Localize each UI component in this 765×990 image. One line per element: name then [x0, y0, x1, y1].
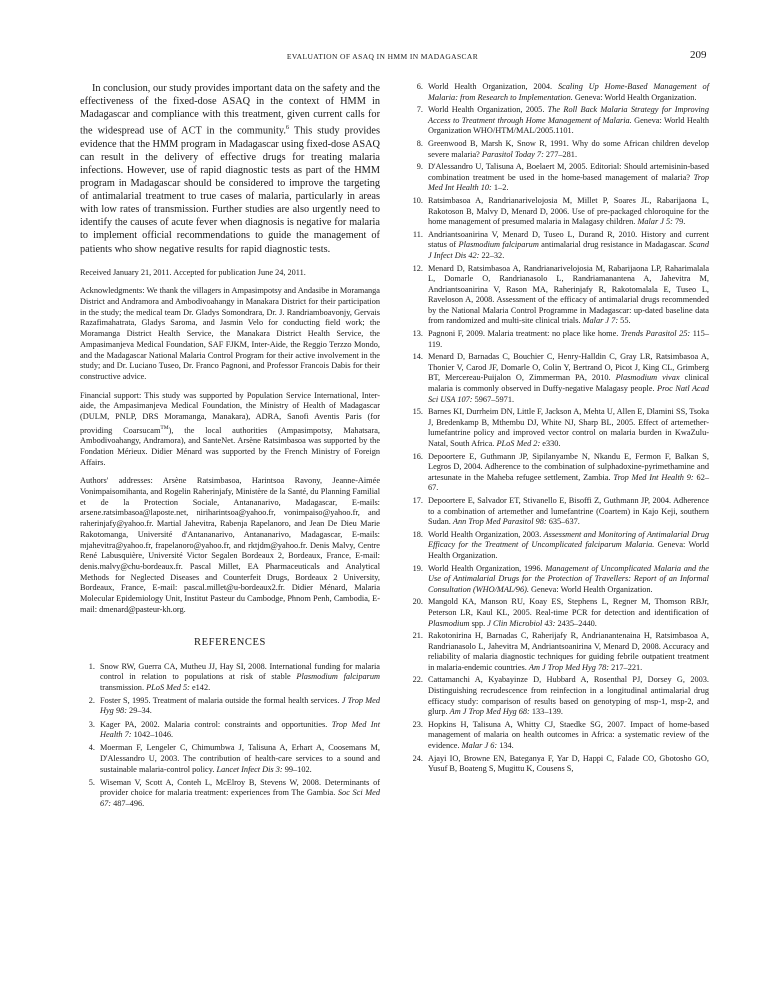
reference-journal: PLoS Med 2: — [496, 439, 541, 448]
reference-italic: Scaling Up Home-Based Management of Malaria: from Research to Implementation. — [428, 82, 709, 102]
reference-text: Kager PA, 2002. Malaria control: constraints and opportunities. — [100, 719, 332, 729]
reference-number: 14. — [412, 352, 423, 362]
reference-text: 62–67. — [428, 472, 709, 493]
reference-number: 10. — [412, 195, 423, 205]
reference-item — [408, 631, 709, 673]
reference-journal: Soc Sci Med 67: — [100, 788, 380, 808]
page-number: 209 — [690, 49, 707, 61]
financial-support: Financial support: This study was supported by Population Service International, Inter-aide, the Ampasimanjeva Medical Foundation, the Ministry of Health of Madagascar (DULM, PNLP, DRS Moramanga, Manakara), ADRA, Sanofi Aventis Paris (for providing Coarsucam™), the local authorities (Ampasimpotsy, Mahatsara, Ambodivoahangy, Andramora), and SanteNet. Arsène Ratsimbasoa was supported by the Fondation Mérieux. Didier Ménard was supported by the French Ministry of Foreign Affairs. — [80, 390, 380, 467]
reference-text: spp. — [469, 618, 488, 628]
reference-text: Foster S, 1995. Treatment of malaria outside the formal health services. — [100, 695, 342, 705]
reference-text: Depoortere E, Guthmann JP, Sipilanyambe N, Nkandu E, Fermon F, Balkan S, Legros D, 2004. Adherence to the combination of sulphadoxine-pyrimethamine and artesunate in the Maheba refugee settlement, Zambia. — [428, 451, 709, 482]
reference-italic: Plasmodium falciparum — [458, 240, 539, 250]
reference-text: Geneva: World Health Organization WHO/HTM/MAL/2005.1101. — [428, 115, 709, 136]
received-dates: Received January 21, 2011. Accepted for publication June 24, 2011. — [80, 267, 306, 277]
reference-text: Cattamanchi A, Kyabayinze D, Hubbard A, Rosenthal PJ, Dorsey G, 2003. Distinguishing recrudescence from reinfection in a longitudinal antimalarial drug efficacy study: comparison of results based on genotyping of msp-1, msp-2, and glurp. — [428, 675, 709, 717]
reference-text: 55. — [618, 316, 631, 326]
reference-number: 15. — [412, 407, 423, 417]
reference-item — [408, 352, 709, 405]
reference-item — [408, 675, 709, 717]
reference-text: Geneva: World Health Organization. — [572, 92, 697, 102]
reference-text: Menard D, Ratsimbasoa A, Randrianarivelojosia M, Rabarijaona LP, Raharimalala L, Domarle O, Randrianasolo L, Randriamanantena A, Jahevitra M, Andriantsoanirina V, Rason MA, Raherinjafy R, Rakotomalala E, Tuseo L, Raveloson A, 2008. Assessment of the efficacy of antimalarial drugs recommended by the National Malaria Control Programme in Madagascar: up-dated baseline data from randomized and multi-site clinical trials. — [428, 263, 709, 326]
reference-number: 19. — [412, 563, 423, 573]
reference-text: Moerman F, Lengeler C, Chimumbwa J, Talisuna A, Erhart A, Coosemans M, D'Alessandro U, 2003. The contribution of health-care services to a sound and sustainable malaria-control policy. — [100, 743, 380, 774]
reference-number: 6. — [416, 82, 423, 91]
reference-text: 635–637. — [546, 517, 580, 527]
reference-text: Menard D, Barnadas C, Bouchier C, Henry-Halldin C, Gray LR, Ratsimbasoa A, Thonier V, Carod JF, Domarle O, Colin Y, Bertrand O, Picot J, King CL, Grimberg BT, Mercereau-Puijalon O, Zimmerman PA, 2010. — [428, 352, 709, 383]
reference-journal: PLoS Med 5: — [146, 682, 190, 692]
reference-item — [80, 743, 380, 775]
reference-number: 18. — [412, 529, 423, 539]
reference-text: Geneva: World Health Organization. — [528, 584, 653, 594]
reference-text: Andriantsoanirina V, Menard D, Tuseo L, Durand R, 2010. History and current status of — [428, 229, 709, 250]
reference-italic: Management of Uncomplicated Malaria and the Use of Antimalarial Drugs for the Protection of Travellers: Report of an Informal Consultation (WHO/MAL/96). — [428, 563, 709, 594]
reference-text: 133–139. — [529, 707, 563, 717]
authors-addresses: Authors' addresses: Arsène Ratsimbasoa, Harintsoa Ravony, Jeanne-Aimée Vonimpaisomihanta, and Rogelin Raherinjafy, Ministère de la Santé, du Planning Familial et de la Protection Sociale, Antananarivo, Madagascar, E-mails: arsene.ratsimbasoa@laposte.net, niriharintsoa@yahoo.fr, vonimpaiso@yahoo.fr, and raherinjafy@yahoo.fr. Martial Jahevitra, Rabenja Rapelanoro, and Jean De Dieu Marie Rakotomanga, Université d'Antananarivo, Antananarivo, Madagascar, E-mails: mjahevitra@yahoo.fr, frapelanoro@yahoo.fr, and rktjdm@yahoo.fr. Denis Malvy, Centre René Labusquière, Université Victor Segalen Bordeaux 2, Bordeaux, France, E-mail: denis.malvy@chu-bordeaux.fr. Pascal Millet, EA Pharmaceuticals and Analytical Methods for Neglected Diseases and Counterfeit Drugs, Bordeaux 2 University, Bordeaux, France, E-mail: pascal.millet@u-bordeaux2.fr. Didier Ménard, Malaria Molecular Epidemiology Unit, Institut Pasteur du Cambodge, Phnom Penh, Cambodia, E-mail: dmenard@pasteur-kh.org. — [80, 476, 380, 614]
reference-text: 217–221. — [609, 662, 643, 672]
reference-text: World Health Organization, 2004. — [428, 82, 558, 91]
reference-journal: Trends Parasitol 25: — [620, 329, 691, 339]
reference-text: 2435–2440. — [555, 618, 597, 628]
reference-number: 23. — [412, 719, 423, 729]
reference-text: World Health Organization, 1996. — [428, 563, 546, 573]
reference-list-right — [408, 82, 709, 775]
reference-number: 20. — [412, 597, 423, 607]
reference-italic: The Roll Back Malaria Strategy for Improving Access to Treatment through Home Management of Malaria. — [428, 105, 709, 125]
reference-text: e330. — [540, 439, 561, 448]
references-heading: REFERENCES — [194, 636, 266, 648]
reference-item — [408, 139, 709, 160]
reference-item — [408, 82, 709, 103]
reference-item — [408, 496, 709, 528]
reference-text: 22–32. — [479, 250, 505, 260]
reference-number: 21. — [412, 631, 423, 641]
acknowledgments: Acknowledgments: We thank the villagers in Ampasimpotsy and Andasibe in Moramanga District and Andramora and Ambodivoahangy in Manakara District for their participation in the study; the medical team Dr. Gladys Somondrara, Dr. J. Randriamboavonjy, Gervais Razafimahatrata, Gladys Saroma, and Jasmin Velo for conducting field work; the Moramanga District Health Service, the Manakara District Health Service, the Ampasimanjeva Medical Foundation, SAF FJKM, Inter-Aide, the Reggio Terzzo Mondo, and the Madagascar National Malaria Control Program for their active involvement in the study; and Dr. Luciano Tuseo, Dr. Franco Pagnoni, and Professor Francois Dabis for their constructive advice. — [80, 286, 380, 381]
reference-journal: Malar J 6: — [461, 741, 498, 751]
reference-item — [80, 720, 380, 741]
reference-item — [408, 407, 709, 449]
reference-item — [408, 105, 709, 137]
reference-journal: Trop Med Int Health 10: — [428, 172, 709, 193]
reference-journal: Lancet Infect Dis 3: — [216, 764, 283, 774]
reference-number: 4. — [88, 743, 95, 753]
reference-number: 3. — [88, 719, 95, 729]
reference-item — [80, 778, 380, 810]
reference-journal: Trop Med Int Health 9: — [613, 472, 694, 482]
reference-text: antimalarial drug resistance in Madagascar. — [538, 240, 689, 250]
citation-superscript: 6 — [285, 124, 290, 132]
reference-item — [408, 452, 709, 494]
reference-text: Snow RW, Guerra CA, Mutheu JJ, Hay SI, 2008. International funding for malaria control in relation to populations at risk of stable — [100, 661, 380, 682]
reference-text: D'Alessandro U, Talisuna A, Boelaert M, 2005. Editorial: Should artemisinin-based combination treatment be used in the home-based management of malaria? — [428, 162, 709, 182]
reference-item — [408, 329, 709, 350]
reference-journal: Malar J 7: — [582, 316, 619, 326]
reference-number: 9. — [416, 162, 423, 172]
reference-item — [80, 662, 380, 694]
reference-text: World Health Organization, 2003. — [428, 529, 544, 539]
reference-number: 5. — [88, 777, 95, 787]
reference-text: 99–102. — [282, 764, 312, 774]
reference-text: Mangold KA, Manson RU, Koay ES, Stephens L, Regner M, Thomson RBJr, Peterson LR, Kaul KL, 2005. Real-time PCR for detection and identification of — [428, 597, 709, 617]
reference-number: 13. — [412, 329, 423, 339]
reference-number: 22. — [412, 675, 423, 685]
reference-journal: J Clin Microbiol 43: — [487, 618, 556, 628]
reference-journal: Am J Trop Med Hyg 78: — [528, 662, 610, 672]
reference-item — [408, 720, 709, 752]
reference-text: Wiseman V, Scott A, Conteh L, McElroy B, Stevens W, 2008. Determinants of provider choice for malaria treatment: experiences from The Gambia. — [100, 777, 380, 798]
reference-journal: Proc Natl Acad Sci USA 107: — [428, 384, 709, 404]
reference-text: 1042–1046. — [131, 730, 174, 740]
conclusion-paragraph: In conclusion, our study provides important data on the safety and the effectiveness of the fixed-dose ASAQ in the context of HMM in Madagascar and compliance with this treatment, given current calls for the widespread use of ACT in the community.$^6$ This study provides evidence that the HMM program in Madagascar using fixed-dose ASAQ can result in the delivery of effective drugs for treating malaria infections. However, use of rapid diagnostic tests as part of the HMM program in Madagascar should be considered to improve the targeting of antimalarial treatment to true cases of malaria, particularly in areas with low rates of transmission. Further studies are also urgently need to identify the causes of acute fever when diagnosis is negative for malaria to implement official recommendations to guide the management of patients who show negative results for rapid diagnostic tests. — [80, 83, 381, 255]
reference-journal: Malar J 5: — [637, 217, 673, 227]
reference-italic: Plasmodium falciparum — [296, 672, 380, 682]
reference-number: 11. — [412, 229, 423, 239]
reference-text: Barnes KI, Durrheim DN, Little F, Jackson A, Mehta U, Allen E, Dlamini SS, Tsoka J, Bredenkamp B, Mthembu DJ, White NJ, Sharp BL, 2005. Effect of artemether-lumefantrine policy and improved vector control on malaria burden in KwaZulu-Natal, South Africa. — [428, 407, 709, 448]
reference-number: 24. — [412, 753, 423, 763]
reference-text: e142. — [189, 682, 211, 692]
reference-item — [408, 230, 709, 262]
reference-text: Rakotonirina H, Barnadas C, Raherijafy R, Andrianantenaina H, Ratsimbasoa A, Randrianasolo L, Jahevitra M, Andriantsoanirina V, Menard D, 2008. Accuracy and reliability of malaria diagnostic techniques for guiding febrile outpatient treatment in malaria-endemic countries. — [428, 631, 709, 672]
reference-item — [408, 196, 709, 228]
reference-item — [408, 264, 709, 328]
reference-italic: Plasmodium — [428, 618, 470, 628]
reference-number: 12. — [412, 263, 423, 273]
reference-journal: Scand J Infect Dis 42: — [428, 240, 709, 260]
reference-item — [408, 597, 709, 629]
reference-number: 7. — [416, 105, 423, 115]
reference-journal: Parasitol Today 7: — [481, 149, 544, 159]
reference-text: transmission. — [100, 682, 147, 692]
reference-text: Hopkins H, Talisuna A, Whitty CJ, Staedke SG, 2007. Impact of home-based management of malaria on health outcomes in Africa: a systematic review of the evidence. — [428, 719, 709, 751]
reference-item — [408, 564, 709, 596]
reference-item — [408, 530, 709, 562]
reference-number: 8. — [416, 138, 423, 148]
reference-text: Pagnoni F, 2009. Malaria treatment: no place like home. — [428, 329, 621, 339]
reference-text: 29–34. — [126, 706, 152, 716]
reference-text: Greenwood B, Marsh K, Snow R, 1991. Why do some African children develop severe malaria? — [428, 138, 709, 159]
reference-italic: Assessment and Monitoring of Antimalarial Drug Efficacy for the Treatment of Uncomplicated falciparum Malaria. — [428, 529, 709, 550]
right-column — [408, 82, 709, 777]
reference-journal: J Trop Med Hyg 98: — [100, 695, 381, 716]
reference-journal: Ann Trop Med Parasitol 98: — [452, 517, 547, 527]
reference-text: Ajayi IO, Browne EN, Bateganya F, Yar D, Happi C, Falade CO, Gbotosho GO, Yusuf B, Boateng S, Mugittu K, Cousens S, — [428, 753, 709, 774]
reference-text: 79. — [672, 217, 686, 227]
reference-italic: Plasmodium vivax — [615, 373, 680, 383]
reference-text: 277–281. — [543, 149, 578, 159]
reference-text: 487–496. — [111, 799, 145, 808]
reference-text: 115–119. — [428, 329, 709, 349]
reference-number: 17. — [412, 495, 423, 505]
reference-text: Ratsimbasoa A, Randrianarivelojosia M, Millet P, Soares JL, Rabarijaona L, Rakotoson B, Malvy D, Menard D, 2006. Use of pre-packaged chloroquine for the home management of presumed malaria in Malagasy children. — [428, 195, 709, 227]
reference-number: 16. — [412, 451, 423, 461]
reference-journal: Am J Trop Med Hyg 68: — [449, 707, 530, 717]
trademark-superscript: TM — [160, 424, 169, 431]
reference-text: Geneva: World Health Organization. — [428, 540, 710, 560]
reference-text: 1–2. — [491, 183, 509, 193]
reference-number: 1. — [88, 661, 95, 671]
running-head: EVALUATION OF ASAQ IN HMM IN MADAGASCAR — [286, 52, 479, 61]
reference-text: clinical malaria is commonly observed in Duffy-negative Malagasy people. — [428, 373, 709, 394]
reference-list-left — [80, 662, 380, 810]
reference-item — [80, 696, 380, 717]
reference-text: 5967–5971. — [472, 394, 515, 404]
left-column — [80, 82, 380, 812]
reference-journal: Trop Med Int Health 7: — [100, 719, 380, 740]
reference-item — [408, 754, 709, 775]
reference-text: World Health Organization, 2005. — [428, 105, 548, 115]
reference-text: Depoortere E, Salvador ET, Stivanello E, Bisoffi Z, Guthmann JP, 2004. Adherence to a combination of artemether and lumefantrine (Coartem) in Kajo Keji, southern Sudan. — [428, 495, 709, 527]
reference-item — [408, 162, 709, 194]
reference-number: 2. — [88, 695, 95, 705]
reference-text: 134. — [497, 741, 514, 751]
